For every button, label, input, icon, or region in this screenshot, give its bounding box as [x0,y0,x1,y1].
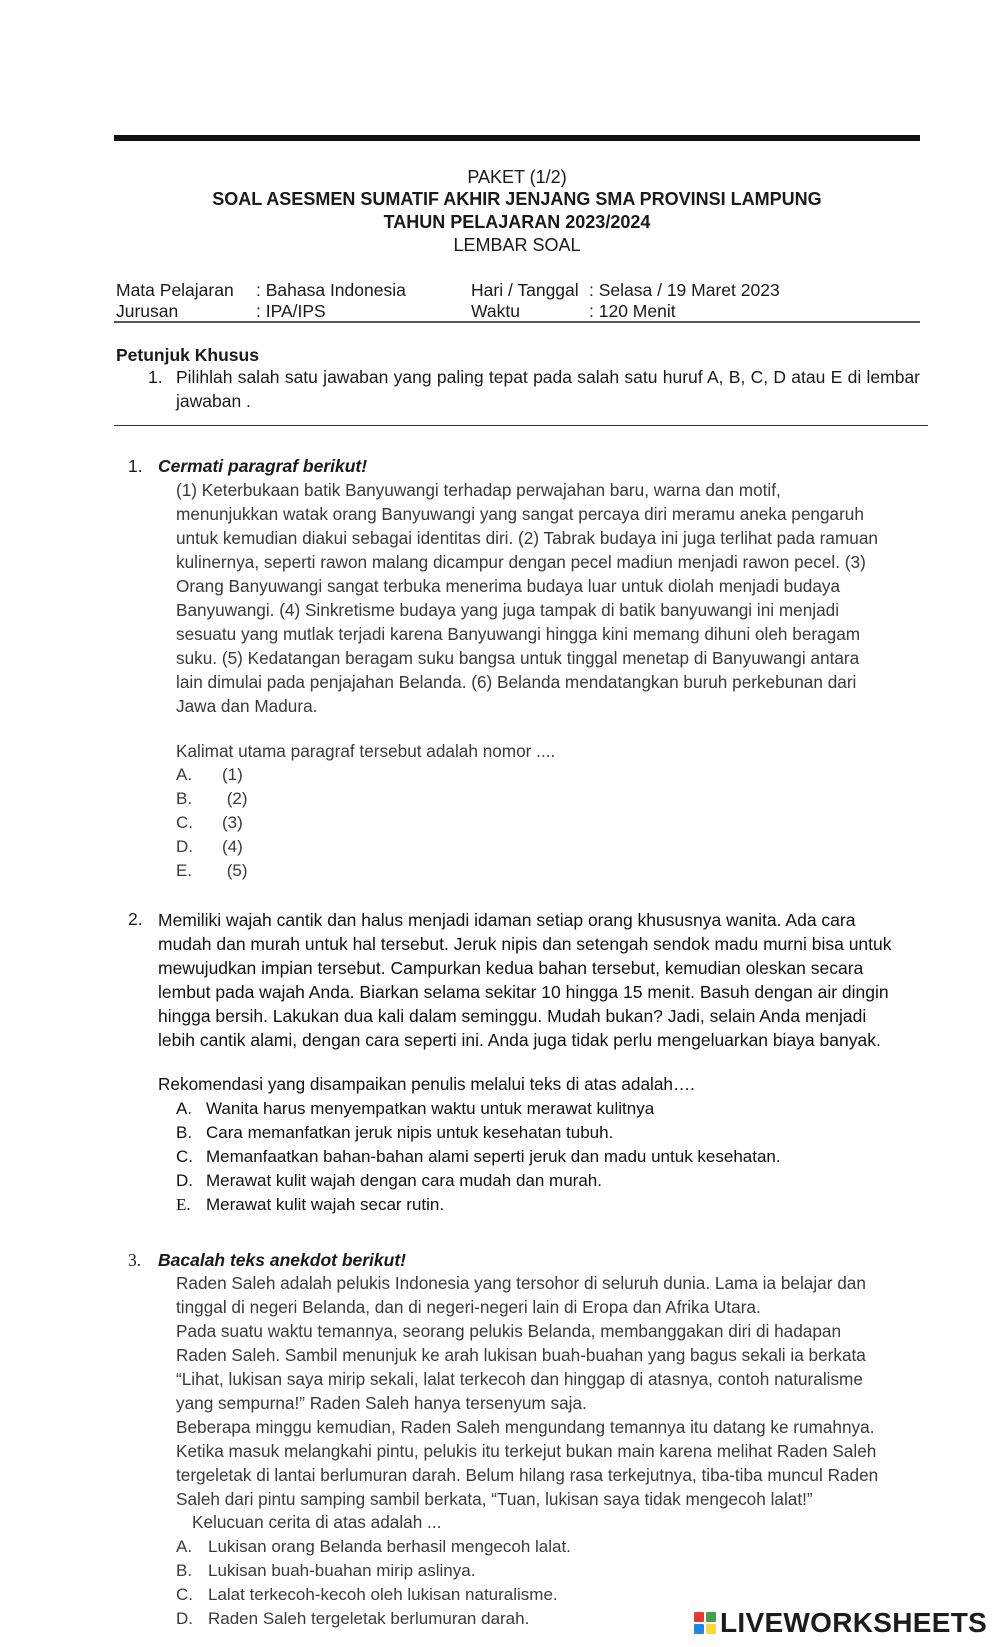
paragraph-line: Pada suatu waktu temannya, seorang pelukis Belanda, membanggakan diri di hadapan [176,1321,842,1341]
option-3a[interactable] [176,1535,571,1559]
question-1-paragraph [176,478,878,718]
option-text: (5) [222,861,248,880]
instructions-rule [114,425,928,426]
paragraph-line: lain dimulai pada penjajahan Belanda. (6) Belanda mendatangkan buruh perkebunan dari [176,672,857,692]
paket-label: PAKET (1/2) [467,167,567,187]
logo-block-v [694,1624,704,1634]
option-2a[interactable] [176,1097,654,1121]
option-1b[interactable] [176,787,248,811]
option-letter: B. [176,789,193,808]
option-letter: B. [176,1561,193,1580]
paragraph-line: Beberapa minggu kemudian, Raden Saleh mengundang temannya itu datang ke rumahnya. [176,1417,875,1437]
instruction-number: 1. [148,367,163,387]
paragraph-line: Jawa dan Madura. [176,696,318,716]
option-text: (1) [222,765,243,784]
paragraph-line: yang sempurna!” Raden Saleh hanya tersenyum saja. [176,1393,587,1413]
option-text: (3) [222,813,243,832]
sheet-label: LEMBAR SOAL [453,235,581,255]
option-letter: D. [176,1609,193,1628]
option-text: Cara memanfatkan jeruk nipis untuk kesehatan tubuh. [206,1123,614,1142]
option-letter: E. [176,1195,191,1214]
logo-block-l [694,1612,704,1622]
option-letter: A. [176,765,193,784]
subject-value: : Bahasa Indonesia [256,280,406,300]
option-text: Memanfaatkan bahan-bahan alami seperti jeruk dan madu untuk kesehatan. [206,1147,781,1166]
time-value: : 120 Menit [589,301,676,321]
paragraph-line: lebih cantik alami, dengan cara seperti ini. Anda juga tidak perlu mengeluarkan biaya banyak. [158,1030,881,1050]
paragraph-line: mewujudkan impian tersebut. Campurkan kedua bahan tersebut, kemudian oleskan secara [158,958,864,978]
logo-block-e [706,1624,716,1634]
option-letter: C. [176,813,193,832]
paragraph-line: Raden Saleh adalah pelukis Indonesia yang tersohor di seluruh dunia. Lama ia belajar dan [176,1273,866,1293]
option-2b[interactable] [176,1121,613,1145]
paragraph-line: hingga bersih. Lakukan dua kali dalam seminggu. Mudah bukan? Jadi, selain Anda menjadi [158,1006,867,1026]
question-2-stem: Rekomendasi yang disampaikan penulis melalui teks di atas adalah…. [158,1074,695,1094]
option-1c[interactable] [176,811,243,835]
paragraph-line: untuk kemudian diakui sebagai identitas diri. (2) Tabrak budaya ini juga terlihat pada ramuan [176,528,878,548]
time-label: Waktu [471,301,520,321]
option-text: Merawat kulit wajah secar rutin. [206,1195,445,1214]
option-text: (4) [222,837,243,856]
option-2d[interactable] [176,1169,602,1193]
exam-title: SOAL ASESMEN SUMATIF AKHIR JENJANG SMA PROVINSI LAMPUNG [212,189,822,209]
option-text: (2) [222,789,248,808]
paragraph-line: “Lihat, lukisan saya mirip sekali, lalat terkecoh dan hinggap di atasnya, contoh naturalisme [176,1369,863,1389]
paragraph-line: Saleh dari pintu samping sambil berkata, “Tuan, lukisan saya tidak mengecoh lalat!” [176,1489,813,1509]
paragraph-line: menunjukkan watak orang Banyuwangi yang sangat percaya diri meramu aneka pengaruh [176,504,864,524]
instruction-text: Pilihlah salah satu jawaban yang paling tepat pada salah satu huruf A, B, C, D atau E di lembar jawaban . [176,367,920,411]
option-letter: C. [176,1147,193,1166]
paragraph-line: Ketika masuk melangkahi pintu, pelukis itu terkejut bukan main karena melihat Raden Saleh [176,1441,877,1461]
option-letter: A. [176,1537,193,1556]
logo-wordmark: LIVEWORKSHEETS [720,1607,988,1638]
paragraph-line: (1) Keterbukaan batik Banyuwangi terhadap perwajahan baru, warna dan motif, [176,480,781,500]
top-rule [114,135,920,141]
paragraph-line: tergeletak di lantai berlumuran darah. Belum hilang rasa terkejutnya, tiba-tiba muncul Raden [176,1465,879,1485]
option-3c[interactable] [176,1583,558,1607]
paragraph-line: Memiliki wajah cantik dan halus menjadi idaman setiap orang khususnya wanita. Ada cara [158,910,856,930]
paragraph-line: lembut pada wajah Anda. Biarkan selama sekitar 10 hingga 15 menit. Basuh dengan air dingin [158,982,889,1002]
paragraph-line: Banyuwangi. (4) Sinkretisme budaya yang juga tampak di batik banyuwangi ini menjadi [176,600,840,620]
option-text: Lukisan buah-buahan mirip aslinya. [208,1561,476,1580]
subject-label: Mata Pelajaran [116,280,234,300]
meta-rule [114,321,920,323]
option-3b[interactable] [176,1559,475,1583]
question-1-number: 1. [128,456,143,476]
paragraph-line: Orang Banyuwangi sangat terbuka menerima budaya luar untuk diolah menjadi budaya [176,576,841,596]
question-1-title: Cermati paragraf berikut! [158,456,368,476]
option-text: Wanita harus menyempatkan waktu untuk merawat kulitnya [206,1099,655,1118]
option-3d[interactable] [176,1607,529,1631]
question-3-title: Bacalah teks anekdot berikut! [158,1250,406,1270]
option-letter: B. [176,1123,193,1142]
option-text: Lalat terkecoh-kecoh oleh lukisan naturalisme. [208,1585,558,1604]
major-label: Jurusan [116,301,179,321]
paragraph-line: Raden Saleh. Sambil menunjuk ke arah lukisan buah-buahan yang bagus sekali ia berkata [176,1345,866,1365]
question-3-paragraph [176,1271,878,1511]
option-letter: E. [176,861,193,880]
option-1d[interactable] [176,835,243,859]
paragraph-line: kulinernya, seperti rawon malang dicampur dengan pecel madiun menjadi rawon pecel. (3) [176,552,866,572]
date-label: Hari / Tanggal [471,280,579,300]
question-2-number: 2. [128,909,143,929]
option-text: Lukisan orang Belanda berhasil mengecoh lalat. [208,1537,571,1556]
paragraph-line: sesuatu yang mutlak terjadi karena Banyuwangi hingga kini memang dihuni oleh beragam [176,624,861,644]
option-2c[interactable] [176,1145,781,1169]
option-text: Merawat kulit wajah dengan cara mudah dan murah. [206,1171,602,1190]
option-text: Raden Saleh tergeletak berlumuran darah. [208,1609,530,1628]
option-1a[interactable] [176,763,243,787]
option-letter: C. [176,1585,193,1604]
academic-year: TAHUN PELAJARAN 2023/2024 [383,212,651,232]
option-letter: D. [176,1171,193,1190]
question-3-number: 3. [128,1250,142,1270]
logo-blocks-icon [694,1612,716,1634]
question-2-paragraph [158,908,892,1052]
paragraph-line: suku. (5) Kedatangan beragam suku bangsa untuk tinggal menetap di Banyuwangi antara [176,648,860,668]
option-letter: A. [176,1099,193,1118]
logo-block-i [706,1612,716,1622]
instruction-item [148,365,920,413]
date-value: : Selasa / 19 Maret 2023 [589,280,780,300]
paragraph-line: mudah dan murah untuk hal tersebut. Jeruk nipis dan setengah sendok madu murni bisa untuk [158,934,892,954]
option-letter: D. [176,837,193,856]
major-value: : IPA/IPS [256,301,326,321]
question-3-stem: Kelucuan cerita di atas adalah ... [192,1512,442,1532]
paragraph-line: tinggal di negeri Belanda, dan di negeri-negeri lain di Eropa dan Afrika Utara. [176,1297,761,1317]
question-1-stem: Kalimat utama paragraf tersebut adalah nomor .... [176,741,556,761]
liveworksheets-logo[interactable] [694,1608,987,1638]
instructions-title: Petunjuk Khusus [116,345,259,365]
option-2e[interactable] [176,1193,444,1217]
option-1e[interactable] [176,859,248,883]
